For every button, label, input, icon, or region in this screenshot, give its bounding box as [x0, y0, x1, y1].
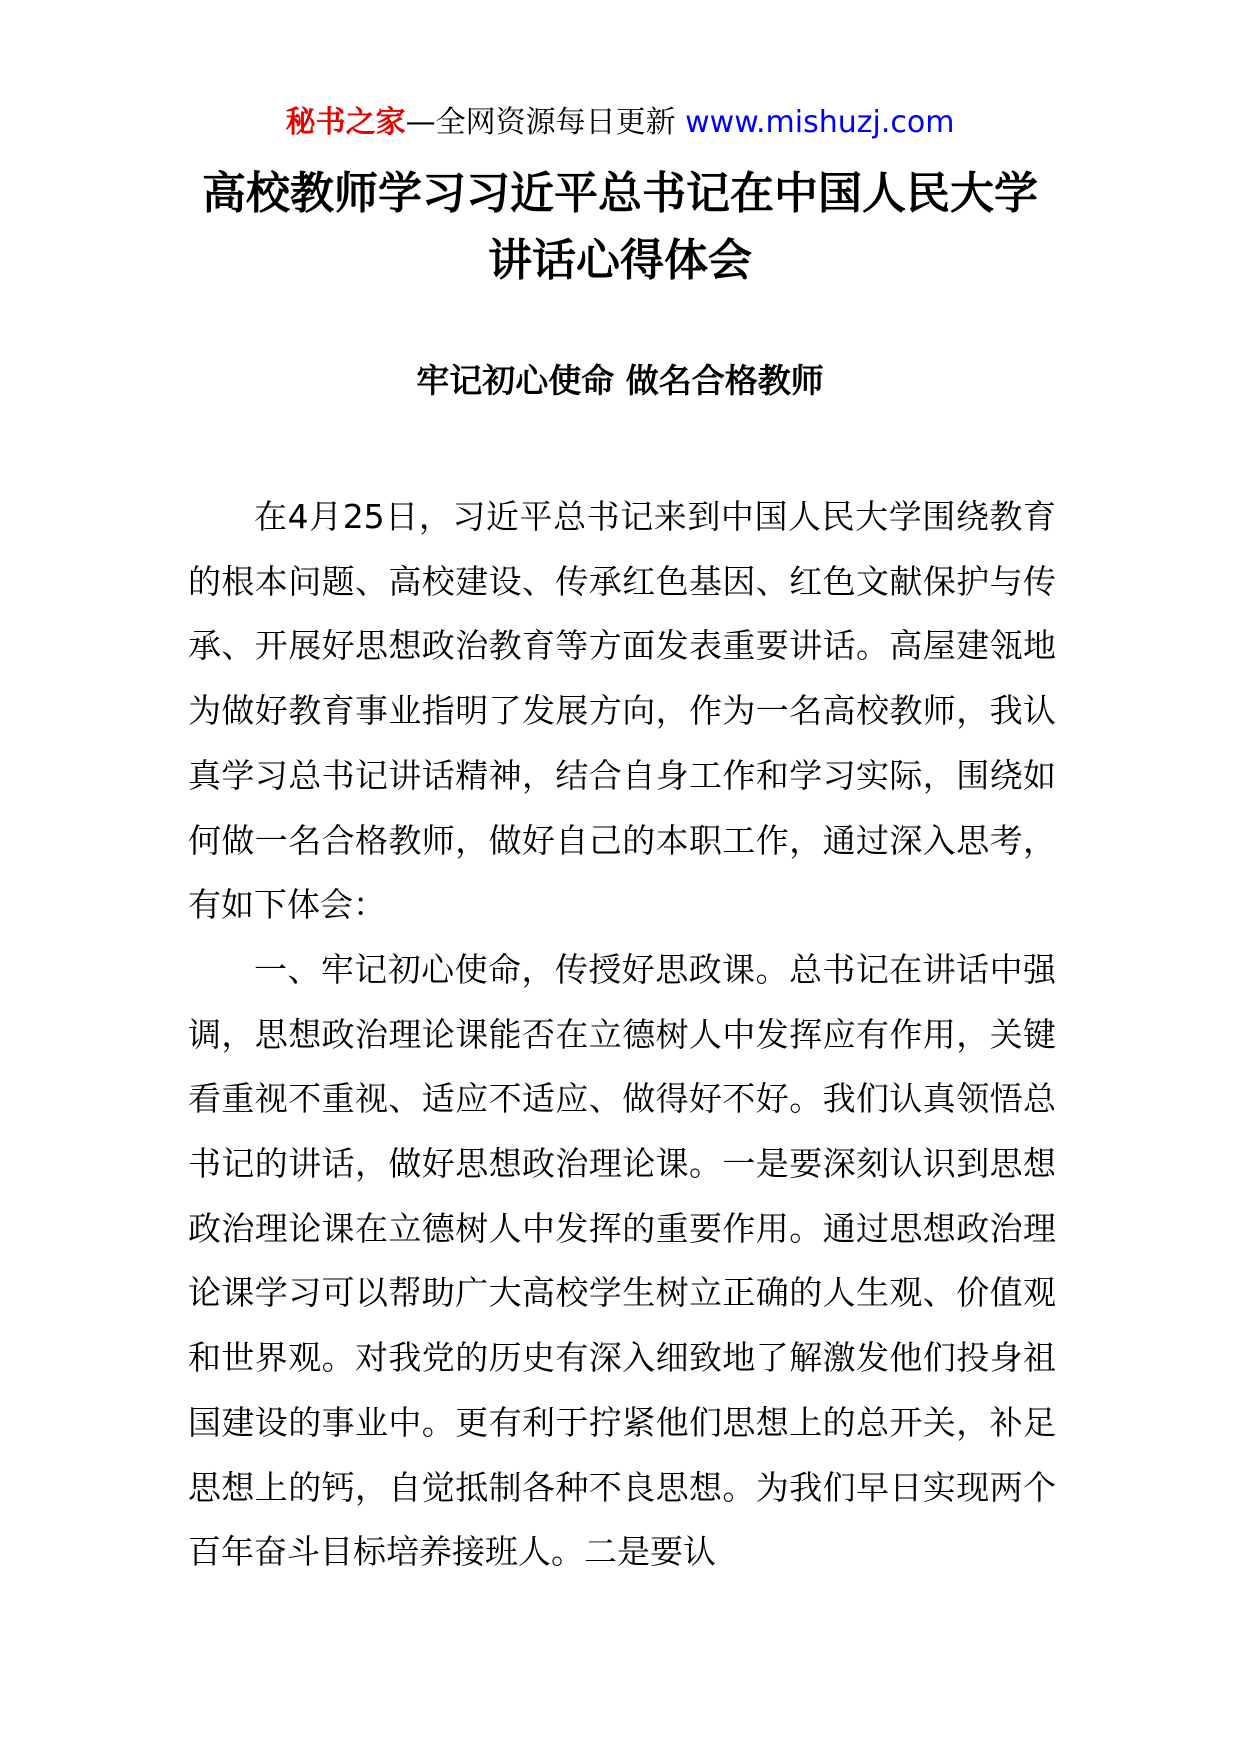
document-subtitle: 牢记初心使命 做名合格教师 [416, 361, 824, 400]
site-url-link[interactable]: www.mishuzj.com [685, 105, 955, 140]
site-header [0, 98, 1240, 148]
body-paragraph: 一、牢记初心使命，传授好思政课。总书记在讲话中强调，思想政治理论课能否在立德树人中发挥应有作用，关键看重视不重视、适应不适应、做得好不好。我们认真领悟总书记的讲话，做好思想政治理论课。一是要深刻认识到思想政治理论课在立德树人中发挥的重要作用。通过思想政治理论课学习可以帮助广大高校学生树立正确的人生观、价值观和世界观。对我党的历史有深入细致地了解激发他们投身祖国建设的事业中。更有利于拧紧他们思想上的总开关，补足思想上的钙，自觉抵制各种不良思想。为我们早日实现两个百年奋斗目标培养接班人。二是要认 [188, 949, 1056, 1572]
brand-name: 秘书之家 [285, 105, 406, 140]
header-slogan: —全网资源每日更新 [405, 105, 676, 140]
document-body [188, 485, 1056, 1585]
document-title: 高校教师学习习近平总书记在中国人民大学讲话心得体会 [202, 168, 1038, 286]
body-paragraph: 在4月25日，习近平总书记来到中国人民大学围绕教育的根本问题、高校建设、传承红色基因、红色文献保护与传承、开展好思想政治教育等方面发表重要讲话。高屋建瓴地为做好教育事业指明了发展方向，作为一名高校教师，我认真学习总书记讲话精神，结合自身工作和学习实际，围绕如何做一名合格教师，做好自己的本职工作，通过深入思考，有如下体会： [188, 497, 1056, 925]
